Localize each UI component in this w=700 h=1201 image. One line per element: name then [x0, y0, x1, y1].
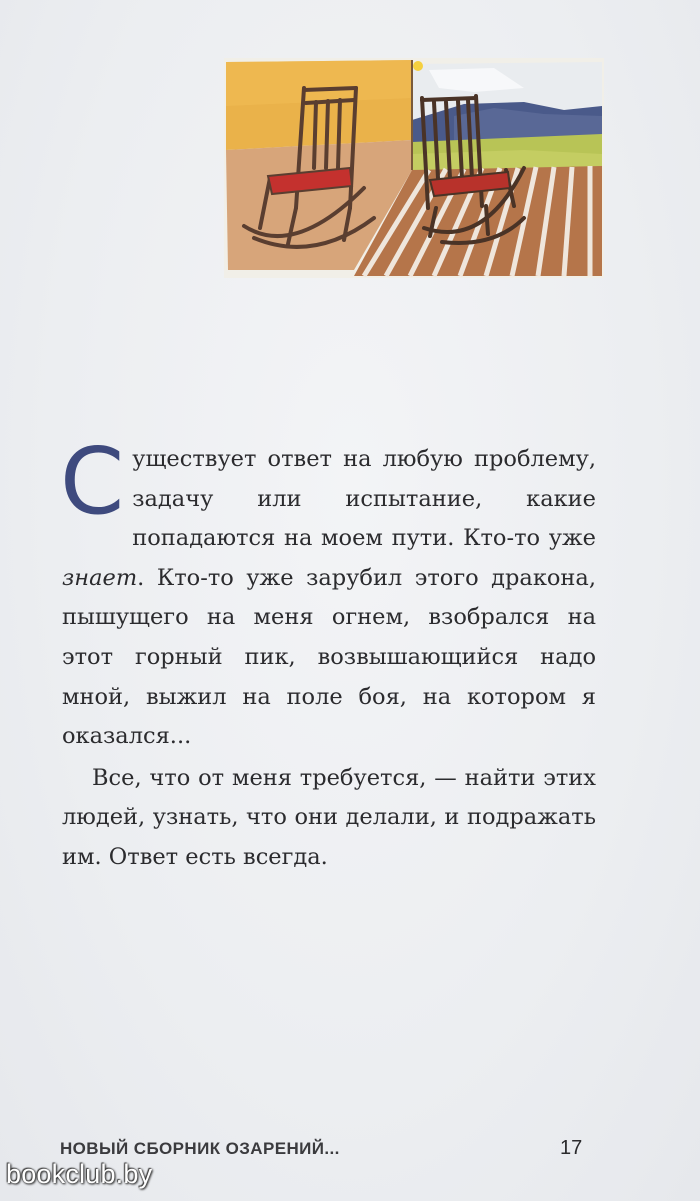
paragraph-2: Все, что от меня требуется, — найти этих людей, узнать, что они делали, и подражать им. Ответ есть всегда. — [62, 764, 596, 870]
main-text — [60, 428, 596, 878]
paragraph-1-text-start: уществует ответ на любую проблему, задачу или испытание, какие попадаются на моем пути. Кто-то уже — [132, 446, 596, 552]
watermark-text: bookclub.by — [6, 1159, 153, 1189]
paragraph-1 — [60, 428, 596, 757]
page-number: 17 — [560, 1137, 583, 1159]
paragraph-1-italic-word: знает — [62, 564, 138, 591]
drop-cap: С — [60, 428, 125, 535]
paragraph-1-text-end: . Кто-то уже зарубил этого дракона, пышущего на меня огнем, взобрался на этот горный пик, возвышающийся надо мной, выжил на поле боя, на котором я оказался... — [62, 564, 596, 750]
rocking-chairs-porch-illustration — [224, 58, 604, 278]
running-title: НОВЫЙ СБОРНИК ОЗАРЕНИЙ... — [60, 1139, 340, 1158]
